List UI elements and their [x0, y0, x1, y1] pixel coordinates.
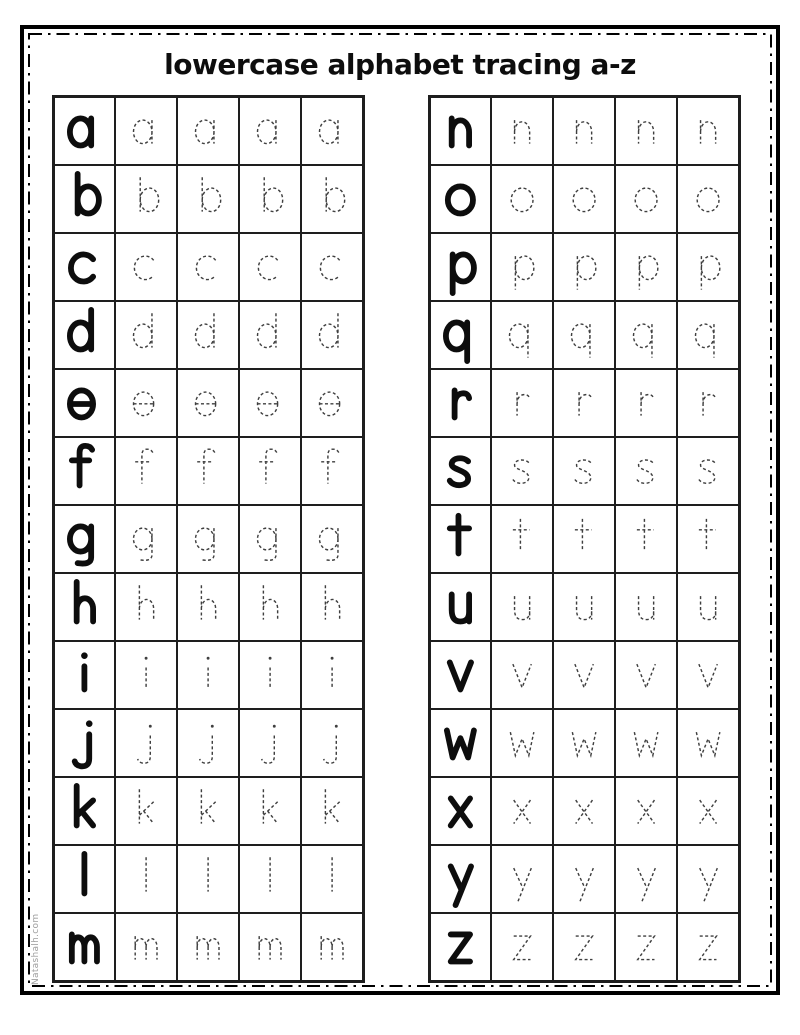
trace-cell-e-2 — [177, 369, 239, 437]
solid-letter-cell-s — [430, 437, 491, 505]
letter-d-trace-glyph — [255, 309, 285, 361]
letter-h-trace-glyph — [255, 581, 285, 633]
letter-a-trace-glyph — [255, 105, 285, 157]
letter-e-trace-glyph — [255, 377, 285, 429]
trace-cell-i-2 — [177, 641, 239, 709]
trace-cell-w-3 — [615, 709, 677, 777]
page-title: lowercase alphabet tracing a-z — [164, 48, 636, 81]
trace-cell-y-1 — [491, 845, 553, 913]
letter-t-trace-glyph — [507, 513, 537, 565]
letter-c-trace-glyph — [255, 241, 285, 293]
trace-cell-m-3 — [239, 913, 301, 981]
trace-cell-x-1 — [491, 777, 553, 845]
letter-f-trace-glyph — [131, 445, 161, 497]
letter-a-solid-glyph — [67, 101, 102, 161]
trace-cell-h-4 — [301, 573, 363, 641]
letter-q-trace-glyph — [569, 309, 599, 361]
trace-cell-v-1 — [491, 641, 553, 709]
letter-j-solid-glyph — [67, 713, 102, 773]
trace-cell-l-3 — [239, 845, 301, 913]
letter-b-trace-glyph — [131, 173, 161, 225]
letter-l-solid-glyph — [67, 849, 102, 909]
letter-c-solid-glyph — [67, 237, 102, 297]
trace-cell-e-3 — [239, 369, 301, 437]
letter-b-solid-glyph — [67, 169, 102, 229]
letter-h-trace-glyph — [193, 581, 223, 633]
letter-u-trace-glyph — [693, 581, 723, 633]
solid-letter-cell-b — [54, 165, 115, 233]
trace-cell-z-4 — [677, 913, 739, 981]
trace-cell-c-4 — [301, 233, 363, 301]
trace-cell-x-2 — [553, 777, 615, 845]
trace-cell-w-4 — [677, 709, 739, 777]
trace-cell-h-2 — [177, 573, 239, 641]
letter-s-trace-glyph — [631, 445, 661, 497]
letter-x-trace-glyph — [507, 785, 537, 837]
trace-cell-x-3 — [615, 777, 677, 845]
trace-cell-v-3 — [615, 641, 677, 709]
letter-s-trace-glyph — [569, 445, 599, 497]
trace-cell-g-4 — [301, 505, 363, 573]
trace-cell-s-4 — [677, 437, 739, 505]
letter-r-trace-glyph — [631, 377, 661, 429]
letter-a-trace-glyph — [317, 105, 347, 157]
letter-u-trace-glyph — [569, 581, 599, 633]
letter-w-trace-glyph — [569, 717, 599, 769]
letter-a-trace-glyph — [193, 105, 223, 157]
trace-cell-f-2 — [177, 437, 239, 505]
trace-cell-b-1 — [115, 165, 177, 233]
trace-cell-g-3 — [239, 505, 301, 573]
letter-p-trace-glyph — [631, 241, 661, 293]
solid-letter-cell-m — [54, 913, 115, 981]
letter-n-trace-glyph — [693, 105, 723, 157]
letter-t-solid-glyph — [443, 509, 478, 569]
trace-cell-m-1 — [115, 913, 177, 981]
trace-cell-s-2 — [553, 437, 615, 505]
trace-cell-q-2 — [553, 301, 615, 369]
trace-cell-b-3 — [239, 165, 301, 233]
letter-k-trace-glyph — [193, 785, 223, 837]
solid-letter-cell-h — [54, 573, 115, 641]
letter-x-solid-glyph — [443, 781, 478, 841]
letter-c-trace-glyph — [131, 241, 161, 293]
solid-letter-cell-a — [54, 97, 115, 165]
letter-b-trace-glyph — [317, 173, 347, 225]
trace-cell-m-4 — [301, 913, 363, 981]
letter-v-solid-glyph — [443, 645, 478, 705]
solid-letter-cell-x — [430, 777, 491, 845]
letter-y-trace-glyph — [569, 853, 599, 905]
trace-cell-e-4 — [301, 369, 363, 437]
letter-v-trace-glyph — [693, 649, 723, 701]
letter-j-trace-glyph — [193, 717, 223, 769]
letter-q-trace-glyph — [631, 309, 661, 361]
letter-r-trace-glyph — [693, 377, 723, 429]
letter-s-trace-glyph — [693, 445, 723, 497]
trace-cell-n-4 — [677, 97, 739, 165]
letter-b-trace-glyph — [255, 173, 285, 225]
trace-cell-j-2 — [177, 709, 239, 777]
trace-cell-m-2 — [177, 913, 239, 981]
letter-v-trace-glyph — [507, 649, 537, 701]
letter-o-trace-glyph — [693, 173, 723, 225]
letter-n-solid-glyph — [443, 101, 478, 161]
trace-cell-r-4 — [677, 369, 739, 437]
trace-cell-w-1 — [491, 709, 553, 777]
letter-r-solid-glyph — [443, 373, 478, 433]
solid-letter-cell-l — [54, 845, 115, 913]
trace-cell-r-1 — [491, 369, 553, 437]
letter-k-trace-glyph — [131, 785, 161, 837]
trace-cell-i-4 — [301, 641, 363, 709]
letter-x-trace-glyph — [631, 785, 661, 837]
trace-cell-v-4 — [677, 641, 739, 709]
watermark-credit: Natashalh.com — [31, 913, 41, 985]
letter-e-solid-glyph — [67, 373, 102, 433]
solid-letter-cell-u — [430, 573, 491, 641]
letter-l-trace-glyph — [317, 853, 347, 905]
letter-g-trace-glyph — [193, 513, 223, 565]
letter-l-trace-glyph — [193, 853, 223, 905]
letter-z-trace-glyph — [631, 921, 661, 973]
trace-cell-p-3 — [615, 233, 677, 301]
letter-b-trace-glyph — [193, 173, 223, 225]
trace-cell-e-1 — [115, 369, 177, 437]
trace-cell-b-2 — [177, 165, 239, 233]
letter-j-trace-glyph — [255, 717, 285, 769]
letter-z-trace-glyph — [507, 921, 537, 973]
trace-cell-y-4 — [677, 845, 739, 913]
letter-j-trace-glyph — [317, 717, 347, 769]
letter-m-solid-glyph — [67, 917, 102, 977]
letter-r-trace-glyph — [569, 377, 599, 429]
trace-cell-k-2 — [177, 777, 239, 845]
trace-cell-s-3 — [615, 437, 677, 505]
trace-cell-z-2 — [553, 913, 615, 981]
trace-cell-i-1 — [115, 641, 177, 709]
trace-cell-a-2 — [177, 97, 239, 165]
letter-l-trace-glyph — [131, 853, 161, 905]
letter-k-trace-glyph — [255, 785, 285, 837]
solid-letter-cell-j — [54, 709, 115, 777]
trace-cell-s-1 — [491, 437, 553, 505]
letter-v-trace-glyph — [569, 649, 599, 701]
letter-p-trace-glyph — [507, 241, 537, 293]
trace-cell-y-2 — [553, 845, 615, 913]
letter-l-trace-glyph — [255, 853, 285, 905]
letter-h-trace-glyph — [317, 581, 347, 633]
letter-g-trace-glyph — [255, 513, 285, 565]
trace-cell-q-1 — [491, 301, 553, 369]
trace-cell-v-2 — [553, 641, 615, 709]
letter-e-trace-glyph — [317, 377, 347, 429]
solid-letter-cell-p — [430, 233, 491, 301]
solid-letter-cell-k — [54, 777, 115, 845]
letter-x-trace-glyph — [569, 785, 599, 837]
trace-cell-i-3 — [239, 641, 301, 709]
letter-w-trace-glyph — [507, 717, 537, 769]
trace-cell-t-2 — [553, 505, 615, 573]
letter-u-trace-glyph — [631, 581, 661, 633]
letter-q-trace-glyph — [507, 309, 537, 361]
letter-w-trace-glyph — [631, 717, 661, 769]
trace-cell-r-3 — [615, 369, 677, 437]
letter-p-solid-glyph — [443, 237, 478, 297]
tracing-table-left — [52, 95, 365, 983]
trace-cell-l-2 — [177, 845, 239, 913]
letter-u-trace-glyph — [507, 581, 537, 633]
solid-letter-cell-f — [54, 437, 115, 505]
trace-cell-u-4 — [677, 573, 739, 641]
trace-cell-g-2 — [177, 505, 239, 573]
letter-z-trace-glyph — [693, 921, 723, 973]
letter-f-trace-glyph — [317, 445, 347, 497]
trace-cell-l-4 — [301, 845, 363, 913]
trace-cell-h-3 — [239, 573, 301, 641]
trace-cell-b-4 — [301, 165, 363, 233]
letter-o-trace-glyph — [631, 173, 661, 225]
letter-f-trace-glyph — [193, 445, 223, 497]
trace-cell-g-1 — [115, 505, 177, 573]
solid-letter-cell-n — [430, 97, 491, 165]
letter-t-trace-glyph — [631, 513, 661, 565]
trace-cell-d-3 — [239, 301, 301, 369]
letter-y-trace-glyph — [507, 853, 537, 905]
letter-y-trace-glyph — [631, 853, 661, 905]
trace-cell-p-1 — [491, 233, 553, 301]
letter-d-trace-glyph — [131, 309, 161, 361]
trace-cell-j-4 — [301, 709, 363, 777]
solid-letter-cell-e — [54, 369, 115, 437]
trace-cell-j-1 — [115, 709, 177, 777]
letter-i-solid-glyph — [67, 645, 102, 705]
trace-cell-a-3 — [239, 97, 301, 165]
trace-cell-d-1 — [115, 301, 177, 369]
trace-cell-n-1 — [491, 97, 553, 165]
trace-cell-d-4 — [301, 301, 363, 369]
solid-letter-cell-o — [430, 165, 491, 233]
trace-cell-u-3 — [615, 573, 677, 641]
trace-cell-u-1 — [491, 573, 553, 641]
letter-n-trace-glyph — [631, 105, 661, 157]
solid-letter-cell-c — [54, 233, 115, 301]
letter-m-trace-glyph — [255, 921, 285, 973]
letter-o-solid-glyph — [443, 169, 478, 229]
letter-k-trace-glyph — [317, 785, 347, 837]
solid-letter-cell-t — [430, 505, 491, 573]
letter-o-trace-glyph — [569, 173, 599, 225]
letter-j-trace-glyph — [131, 717, 161, 769]
solid-letter-cell-r — [430, 369, 491, 437]
tracing-table-right — [428, 95, 741, 983]
solid-letter-cell-q — [430, 301, 491, 369]
trace-cell-k-4 — [301, 777, 363, 845]
letter-e-trace-glyph — [131, 377, 161, 429]
trace-cell-q-3 — [615, 301, 677, 369]
letter-s-solid-glyph — [443, 441, 478, 501]
solid-letter-cell-w — [430, 709, 491, 777]
solid-letter-cell-y — [430, 845, 491, 913]
letter-z-trace-glyph — [569, 921, 599, 973]
letter-h-trace-glyph — [131, 581, 161, 633]
letter-a-trace-glyph — [131, 105, 161, 157]
letter-d-trace-glyph — [317, 309, 347, 361]
letter-d-solid-glyph — [67, 305, 102, 365]
trace-cell-l-1 — [115, 845, 177, 913]
trace-cell-f-3 — [239, 437, 301, 505]
trace-cell-f-4 — [301, 437, 363, 505]
letter-o-trace-glyph — [507, 173, 537, 225]
trace-cell-p-2 — [553, 233, 615, 301]
letter-d-trace-glyph — [193, 309, 223, 361]
letter-m-trace-glyph — [193, 921, 223, 973]
trace-cell-a-1 — [115, 97, 177, 165]
letter-c-trace-glyph — [317, 241, 347, 293]
trace-cell-t-3 — [615, 505, 677, 573]
trace-cell-k-1 — [115, 777, 177, 845]
letter-s-trace-glyph — [507, 445, 537, 497]
letter-i-trace-glyph — [193, 649, 223, 701]
trace-cell-c-2 — [177, 233, 239, 301]
trace-cell-c-1 — [115, 233, 177, 301]
trace-cell-f-1 — [115, 437, 177, 505]
trace-cell-a-4 — [301, 97, 363, 165]
letter-x-trace-glyph — [693, 785, 723, 837]
letter-r-trace-glyph — [507, 377, 537, 429]
letter-p-trace-glyph — [693, 241, 723, 293]
letter-m-trace-glyph — [317, 921, 347, 973]
letter-n-trace-glyph — [507, 105, 537, 157]
letter-i-trace-glyph — [131, 649, 161, 701]
letter-i-trace-glyph — [255, 649, 285, 701]
letter-q-trace-glyph — [693, 309, 723, 361]
trace-cell-z-3 — [615, 913, 677, 981]
trace-cell-o-2 — [553, 165, 615, 233]
trace-cell-o-1 — [491, 165, 553, 233]
trace-cell-k-3 — [239, 777, 301, 845]
trace-cell-p-4 — [677, 233, 739, 301]
trace-cell-h-1 — [115, 573, 177, 641]
letter-t-trace-glyph — [569, 513, 599, 565]
letter-w-trace-glyph — [693, 717, 723, 769]
trace-cell-o-3 — [615, 165, 677, 233]
letter-i-trace-glyph — [317, 649, 347, 701]
letter-q-solid-glyph — [443, 305, 478, 365]
letter-v-trace-glyph — [631, 649, 661, 701]
letter-g-solid-glyph — [67, 509, 102, 569]
letter-y-trace-glyph — [693, 853, 723, 905]
letter-g-trace-glyph — [131, 513, 161, 565]
trace-cell-t-4 — [677, 505, 739, 573]
letter-c-trace-glyph — [193, 241, 223, 293]
solid-letter-cell-z — [430, 913, 491, 981]
solid-letter-cell-v — [430, 641, 491, 709]
letter-h-solid-glyph — [67, 577, 102, 637]
trace-cell-u-2 — [553, 573, 615, 641]
letter-f-trace-glyph — [255, 445, 285, 497]
trace-cell-y-3 — [615, 845, 677, 913]
trace-cell-r-2 — [553, 369, 615, 437]
trace-cell-w-2 — [553, 709, 615, 777]
trace-cell-n-3 — [615, 97, 677, 165]
solid-letter-cell-i — [54, 641, 115, 709]
trace-cell-t-1 — [491, 505, 553, 573]
letter-n-trace-glyph — [569, 105, 599, 157]
trace-cell-q-4 — [677, 301, 739, 369]
trace-cell-d-2 — [177, 301, 239, 369]
letter-w-solid-glyph — [443, 713, 478, 773]
trace-cell-o-4 — [677, 165, 739, 233]
trace-cell-n-2 — [553, 97, 615, 165]
trace-cell-c-3 — [239, 233, 301, 301]
solid-letter-cell-d — [54, 301, 115, 369]
trace-cell-x-4 — [677, 777, 739, 845]
letter-m-trace-glyph — [131, 921, 161, 973]
letter-k-solid-glyph — [67, 781, 102, 841]
letter-y-solid-glyph — [443, 849, 478, 909]
letter-z-solid-glyph — [443, 917, 478, 977]
trace-cell-j-3 — [239, 709, 301, 777]
solid-letter-cell-g — [54, 505, 115, 573]
letter-u-solid-glyph — [443, 577, 478, 637]
letter-g-trace-glyph — [317, 513, 347, 565]
letter-p-trace-glyph — [569, 241, 599, 293]
trace-cell-z-1 — [491, 913, 553, 981]
letter-f-solid-glyph — [67, 441, 102, 501]
letter-t-trace-glyph — [693, 513, 723, 565]
letter-e-trace-glyph — [193, 377, 223, 429]
